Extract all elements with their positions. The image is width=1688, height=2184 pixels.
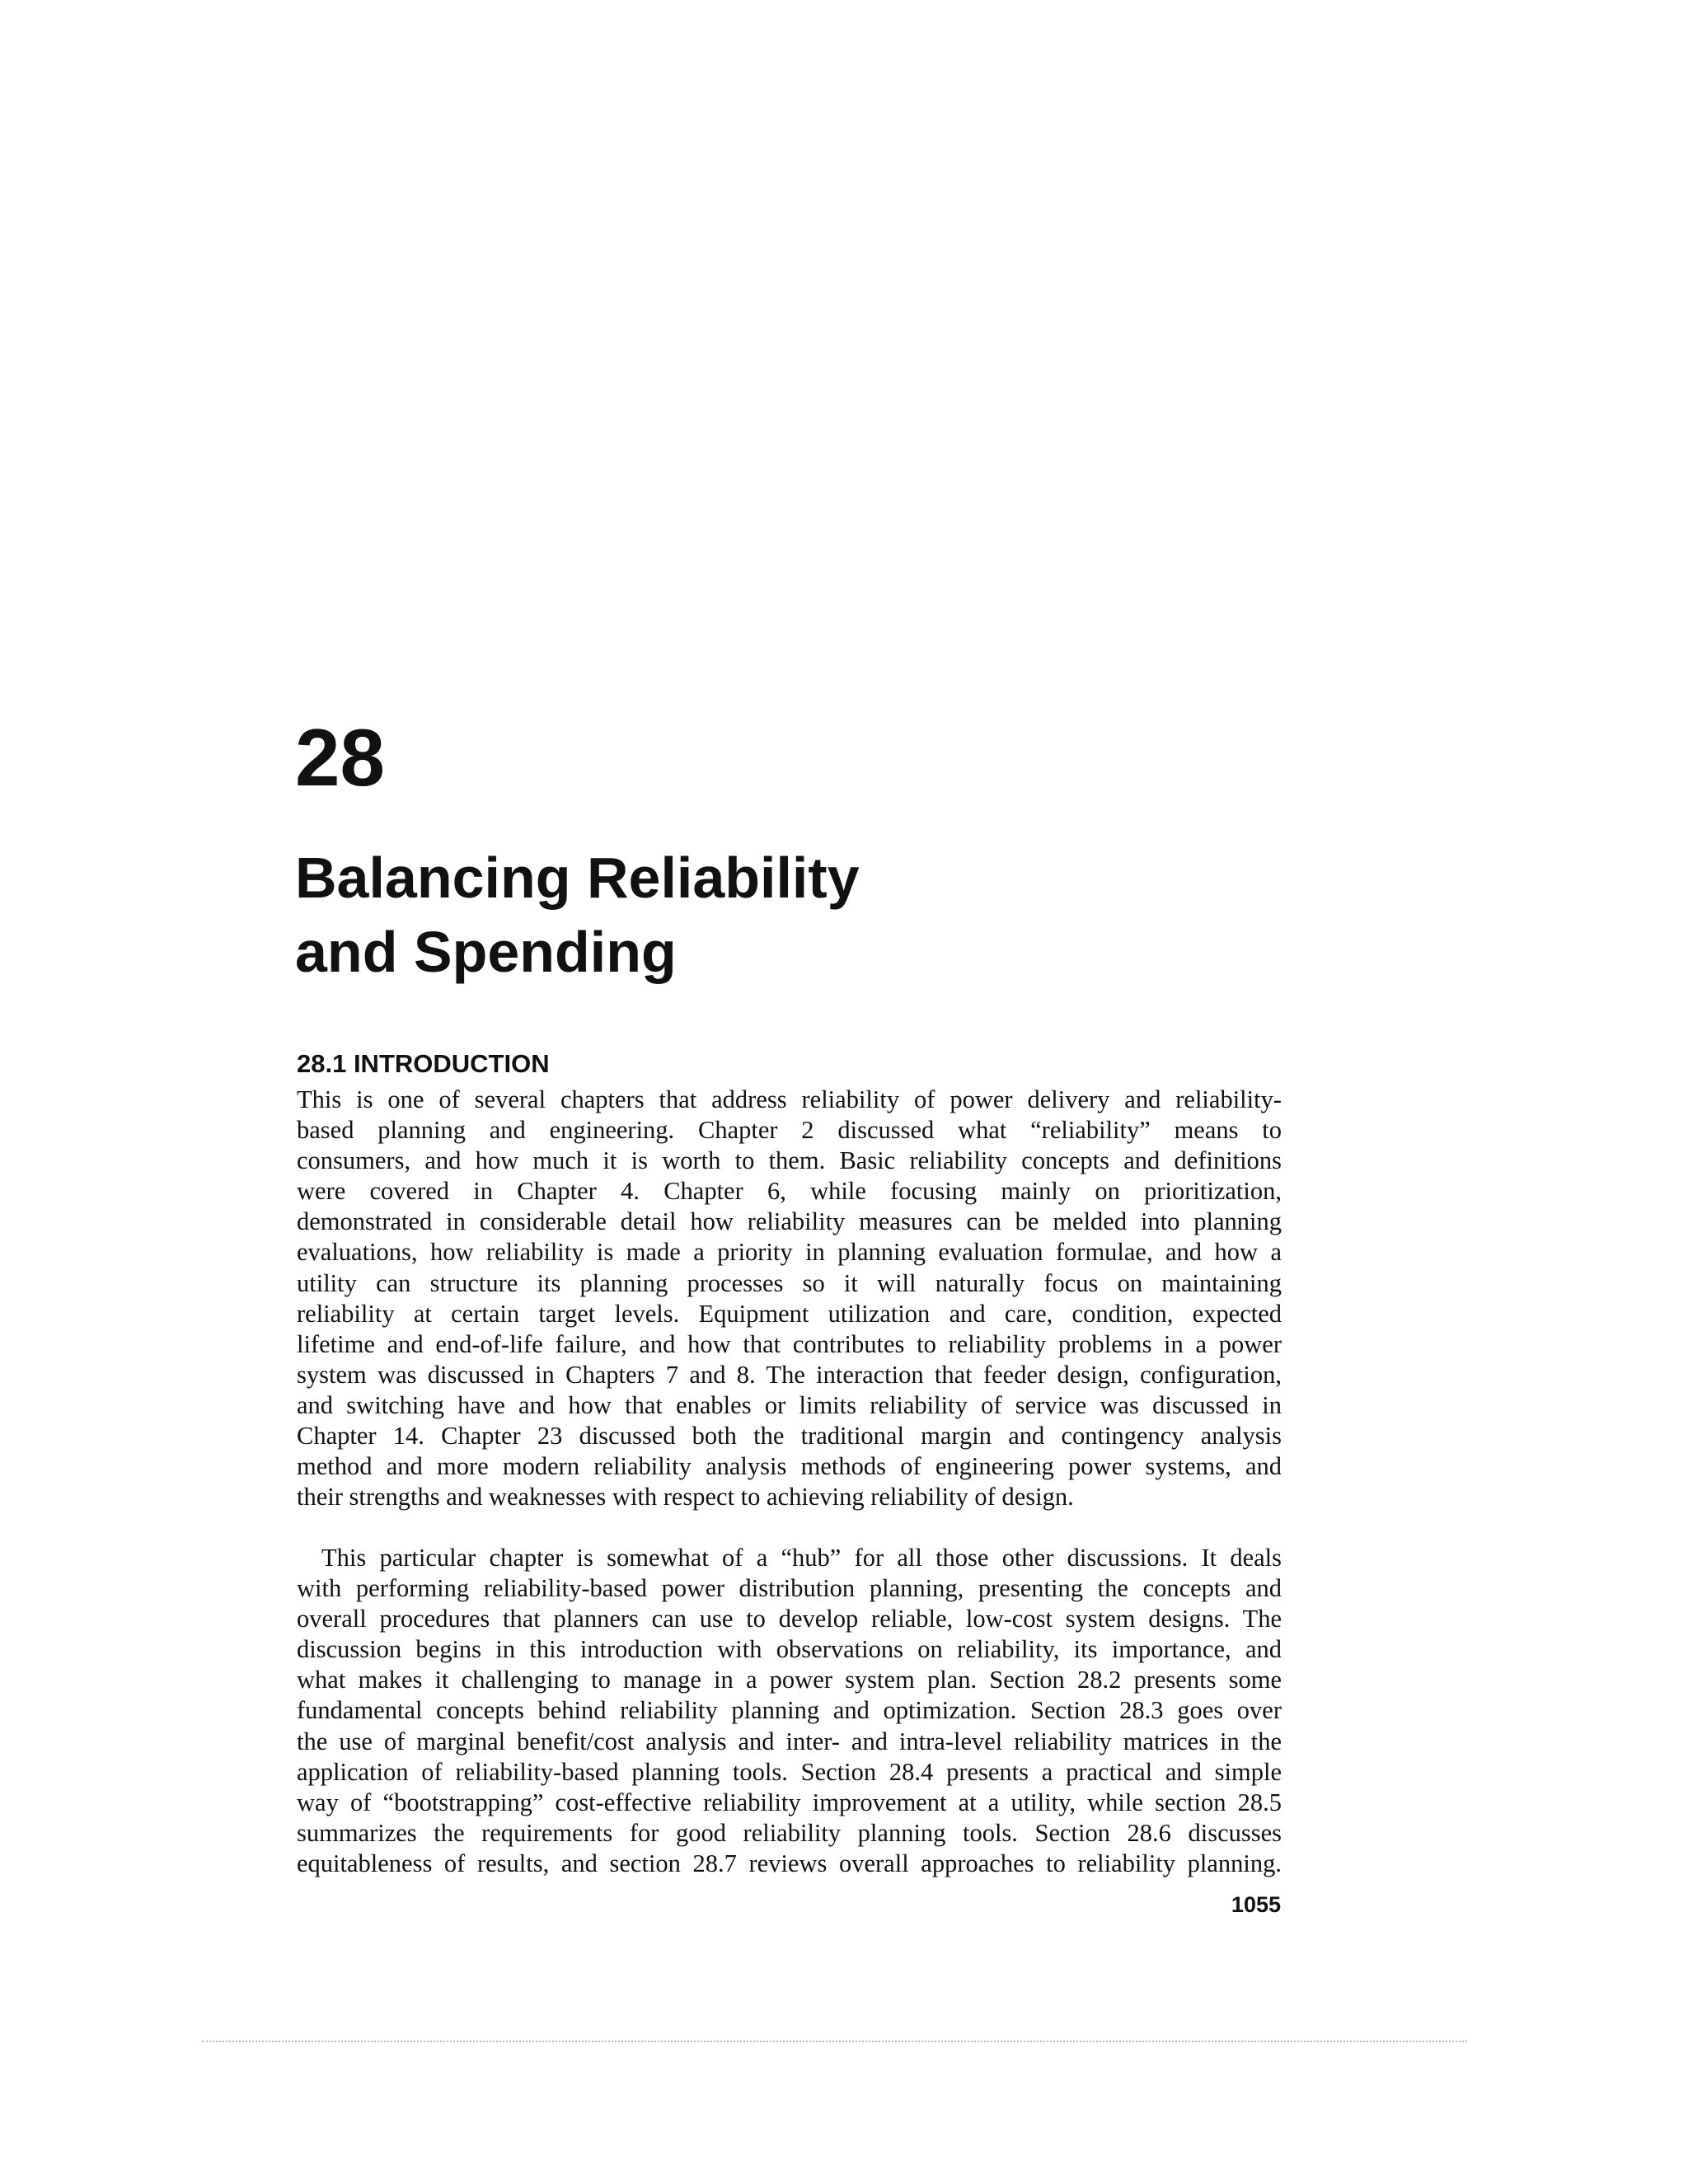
text-line: This particular chapter is somewhat of a “hub” for all those other discussions. It deals — [321, 1544, 1282, 1572]
section-heading: 28.1 INTRODUCTION — [297, 1049, 550, 1078]
text-line: were covered in Chapter 4. Chapter 6, while focusing mainly on prioritization, — [297, 1177, 1282, 1206]
text-line: demonstrated in considerable detail how reliability measures can be melded into planning — [297, 1207, 1282, 1236]
text-line: based planning and engineering. Chapter 2 discussed what “reliability” means to — [297, 1116, 1282, 1145]
chapter-title-line: and Spending — [295, 920, 677, 984]
text-line: utility can structure its planning processes so it will naturally focus on maintaining — [297, 1268, 1282, 1297]
chapter-number: 28 — [295, 712, 386, 803]
text-line: and switching have and how that enables or limits reliability of service was discussed in — [297, 1390, 1282, 1419]
text-line: with performing reliability-based power distribution planning, presenting the concepts and — [297, 1574, 1282, 1603]
text-line: the use of marginal benefit/cost analysis and inter- and intra-level reliability matrices in the — [297, 1727, 1282, 1755]
text-line: Chapter 14. Chapter 23 discussed both the traditional margin and contingency analysis — [297, 1422, 1282, 1451]
text-line: equitableness of results, and section 28.7 reviews overall approaches to reliability planning. — [297, 1849, 1282, 1877]
text-line: discussion begins in this introduction with observations on reliability, its importance, and — [297, 1635, 1282, 1664]
text-line: way of “bootstrapping” cost-effective reliability improvement at a utility, while section 28.5 — [297, 1788, 1282, 1816]
text-line: fundamental concepts behind reliability planning and optimization. Section 28.3 goes over — [297, 1696, 1282, 1725]
paragraph-2 — [297, 1543, 1282, 1879]
text-line: evaluations, how reliability is made a priority in planning evaluation formulae, and how a — [297, 1238, 1282, 1267]
text-line: what makes it challenging to manage in a power system plan. Section 28.2 presents some — [297, 1666, 1282, 1694]
text-line: their strengths and weaknesses with respect to achieving reliability of design. — [297, 1483, 1074, 1511]
text-line: summarizes the requirements for good reliability planning tools. Section 28.6 discusses — [297, 1818, 1282, 1847]
paragraph-1 — [297, 1085, 1282, 1512]
text-line: application of reliability-based planning tools. Section 28.4 presents a practical and simple — [297, 1757, 1282, 1786]
text-line: system was discussed in Chapters 7 and 8. The interaction that feeder design, configuration, — [297, 1360, 1282, 1389]
scan-edge-line — [202, 2041, 1467, 2042]
text-line: lifetime and end-of-life failure, and how that contributes to reliability problems in a power — [297, 1329, 1282, 1358]
page-number: 1055 — [1231, 1892, 1281, 1917]
chapter-title — [295, 841, 860, 989]
chapter-title-line: Balancing Reliability — [295, 846, 860, 910]
text-line: This is one of several chapters that address reliability of power delivery and reliability- — [297, 1085, 1282, 1113]
text-line: consumers, and how much it is worth to them. Basic reliability concepts and definitions — [297, 1146, 1282, 1175]
text-line: reliability at certain target levels. Equipment utilization and care, condition, expected — [297, 1299, 1282, 1328]
text-line: method and more modern reliability analysis methods of engineering power systems, and — [297, 1452, 1282, 1481]
text-line: overall procedures that planners can use to develop reliable, low-cost system designs. The — [297, 1605, 1282, 1633]
